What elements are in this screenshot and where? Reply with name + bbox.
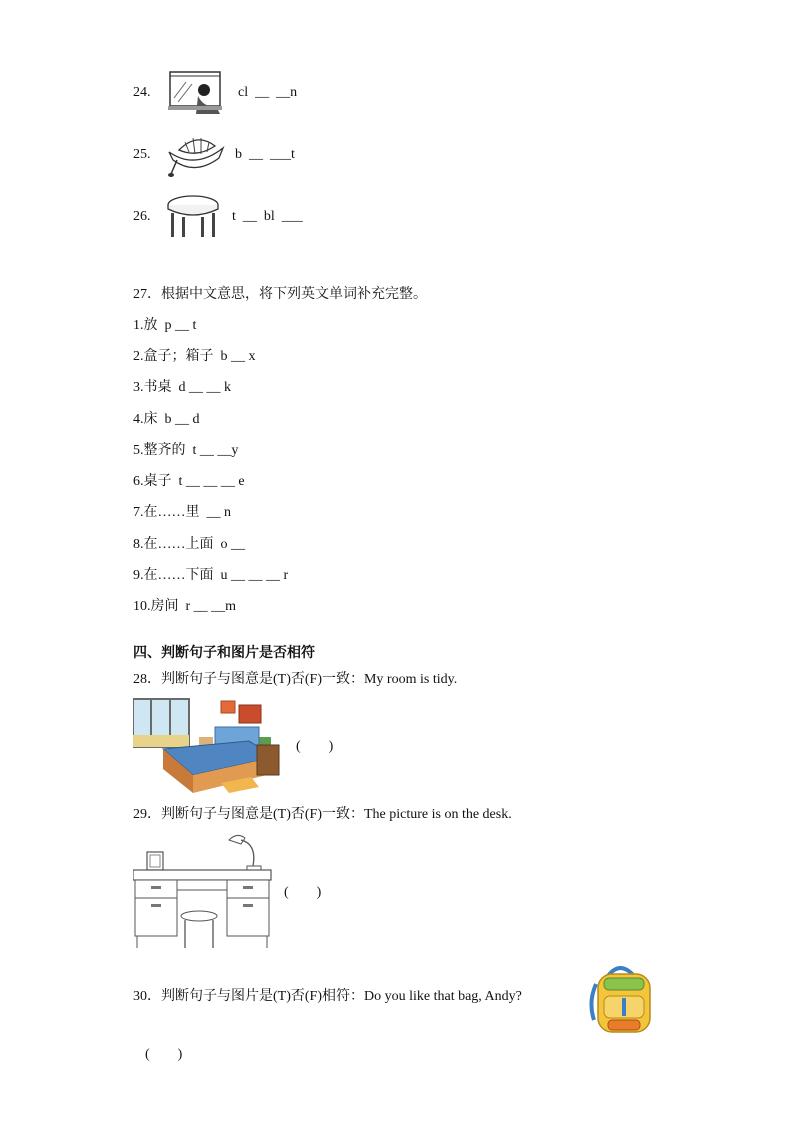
q30-text: 30．判断句子与图片是(T)否(F)相符：Do you like that bag, Andy? [133, 989, 522, 1004]
q27-title: 27．根据中文意思，将下列英文单词补充完整。 [133, 287, 427, 302]
word-pattern-24: cl __ __n [238, 85, 298, 100]
question-number-25: 25. [133, 147, 151, 162]
word-pattern-26: t __ bl ___ [232, 209, 303, 224]
word-pattern-25: b __ ___t [235, 147, 295, 162]
q27-item-2: 2.盒子；箱子 b __ x [133, 349, 256, 364]
question-number-24: 24. [133, 85, 151, 100]
q27-item-7: 7.在……里 __ n [133, 505, 231, 520]
round-table-icon [164, 193, 222, 241]
q27-item-4: 4.床 b __ d [133, 412, 200, 427]
q27-item-3: 3.书桌 d __ __ k [133, 380, 231, 395]
q27-item-5: 5.整齐的 t __ __y [133, 443, 239, 458]
q27-item-9: 9.在……下面 u __ __ __ r [133, 568, 289, 583]
q27-item-10: 10.房间 r __ __m [133, 599, 237, 614]
q29-answer-blank[interactable]: ( ) [284, 885, 322, 900]
q28-answer-blank[interactable]: ( ) [296, 739, 334, 754]
q30-answer-blank[interactable]: ( ) [145, 1047, 183, 1062]
boat-icon [165, 130, 227, 178]
q29-text: 29．判断句子与图意是(T)否(F)一致：The picture is on the desk. [133, 807, 512, 822]
q28-text: 28．判断句子与图意是(T)否(F)一致：My room is tidy. [133, 672, 458, 687]
section-heading: 四、判断句子和图片是否相符 [133, 645, 315, 661]
desk-picture [133, 830, 275, 950]
q27-item-1: 1.放 p __ t [133, 318, 197, 333]
cleaning-window-icon [166, 68, 226, 116]
question-number-26: 26. [133, 209, 151, 224]
q27-item-8: 8.在……上面 o __ [133, 537, 245, 552]
q27-item-6: 6.桌子 t __ __ __ e [133, 474, 245, 489]
backpack-picture [584, 962, 660, 1034]
bedroom-picture [133, 697, 285, 795]
